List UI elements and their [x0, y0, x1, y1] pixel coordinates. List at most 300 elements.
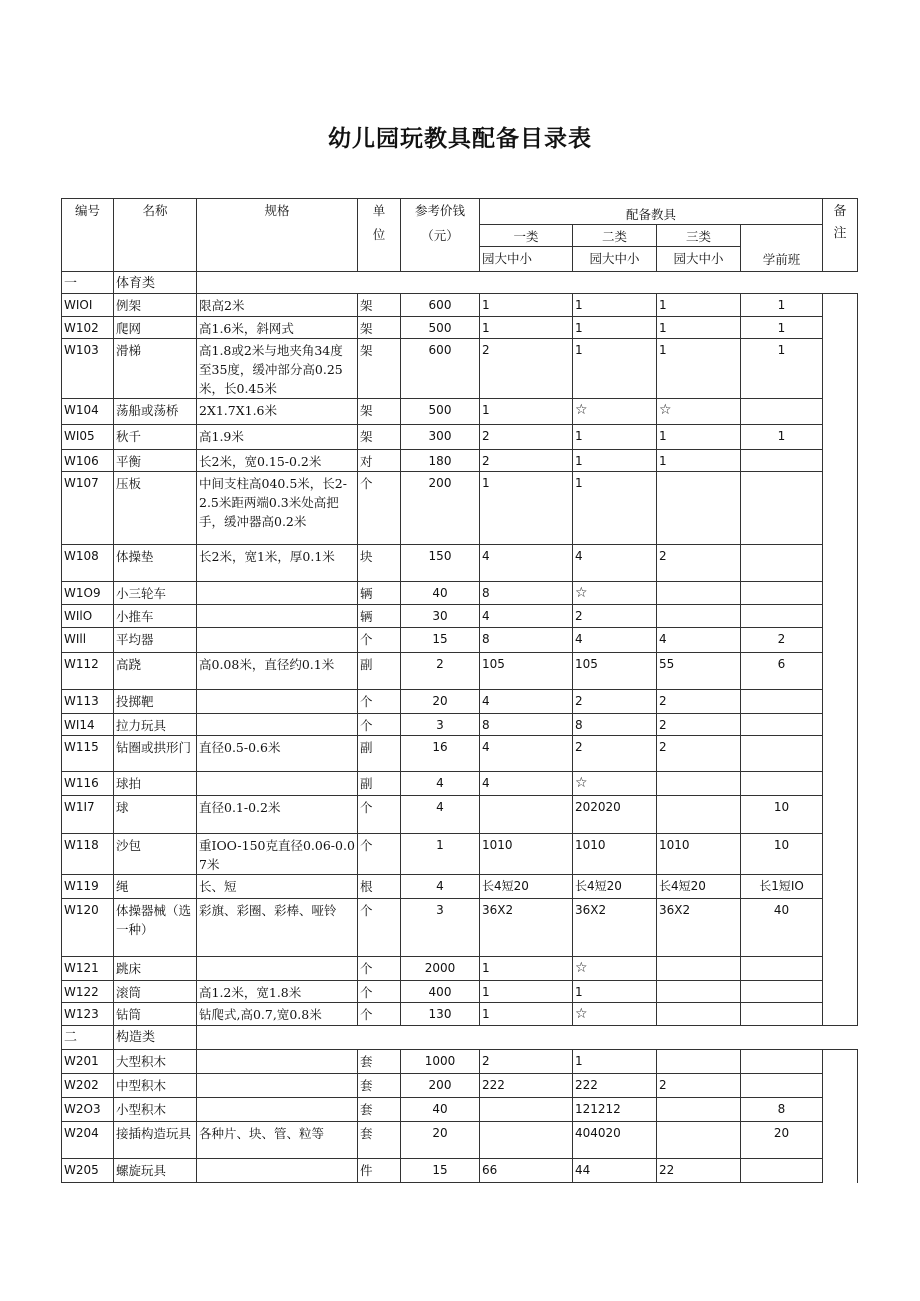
- cell-name: 球拍: [114, 772, 197, 796]
- cell-remark: [823, 653, 858, 690]
- cell-remark: [823, 772, 858, 796]
- cell-spec: 高1.6米，斜网式: [197, 317, 358, 339]
- cell-price: 15: [401, 1159, 480, 1183]
- cell-unit: 对: [358, 450, 401, 472]
- cell-spec: 彩旗、彩圈、彩棒、哑铃: [197, 899, 358, 957]
- cell-code: W102: [62, 317, 114, 339]
- cell-unit: 套: [358, 1050, 401, 1074]
- header-price-label: 参考价钱: [414, 203, 465, 218]
- cell-class2: 1: [573, 1050, 657, 1074]
- cell-remark: [823, 981, 858, 1003]
- cell-class2: 121212: [573, 1098, 657, 1122]
- cell-class1: 8: [480, 714, 573, 736]
- cell-name: 体操器械（选一种）: [114, 899, 197, 957]
- cell-preschool: 20: [741, 1122, 823, 1159]
- table-row: [62, 317, 858, 339]
- table-row: [62, 1074, 858, 1098]
- table-row: [62, 399, 858, 425]
- cell-class2: 8: [573, 714, 657, 736]
- cell-class2: 1: [573, 472, 657, 545]
- header-spec: 规格: [197, 199, 358, 272]
- cell-preschool: [741, 399, 823, 425]
- cell-name: 小三轮车: [114, 582, 197, 605]
- cell-name: 接插构造玩具: [114, 1122, 197, 1159]
- cell-class2: ☆: [573, 957, 657, 981]
- cell-code: W204: [62, 1122, 114, 1159]
- cell-price: 500: [401, 317, 480, 339]
- header-class1: 一类: [480, 225, 573, 247]
- cell-spec: 各种片、块、管、粒等: [197, 1122, 358, 1159]
- cell-preschool: [741, 450, 823, 472]
- cell-code: W104: [62, 399, 114, 425]
- table-row: [62, 582, 858, 605]
- cell-code: W2O3: [62, 1098, 114, 1122]
- cell-remark: [823, 875, 858, 899]
- cell-class1: 8: [480, 628, 573, 653]
- cell-spec: [197, 1050, 358, 1074]
- header-code: 编号: [62, 199, 114, 272]
- cell-class2: 36X2: [573, 899, 657, 957]
- cell-price: 4: [401, 875, 480, 899]
- cell-class3: 1010: [657, 834, 741, 875]
- cell-preschool: [741, 545, 823, 582]
- cell-name: 拉力玩具: [114, 714, 197, 736]
- cell-remark: [823, 899, 858, 957]
- cell-class1: [480, 796, 573, 834]
- cell-price: 16: [401, 736, 480, 772]
- cell-code: W106: [62, 450, 114, 472]
- header-price-unit: （元）: [421, 228, 459, 243]
- cell-unit: 套: [358, 1074, 401, 1098]
- cell-spec: 中间支柱高040.5米，长2-2.5米距两端0.3米处高把手，缓冲器高0.2米: [197, 472, 358, 545]
- cell-code: W1I7: [62, 796, 114, 834]
- cell-code: W116: [62, 772, 114, 796]
- cell-remark: [823, 582, 858, 605]
- cell-spec: 长、短: [197, 875, 358, 899]
- cell-class1: 1: [480, 399, 573, 425]
- cell-code: W122: [62, 981, 114, 1003]
- cell-class1: 1: [480, 957, 573, 981]
- cell-unit: 架: [358, 294, 401, 317]
- header-remark: 备注: [823, 199, 858, 272]
- cell-remark: [823, 1122, 858, 1159]
- cell-name: 爬网: [114, 317, 197, 339]
- cell-code: W113: [62, 690, 114, 714]
- cell-name: 平衡: [114, 450, 197, 472]
- table-row: [62, 1122, 858, 1159]
- cell-remark: [823, 957, 858, 981]
- cell-name: 例架: [114, 294, 197, 317]
- cell-class1: 222: [480, 1074, 573, 1098]
- cell-class3: [657, 1098, 741, 1122]
- header-price: [401, 199, 480, 272]
- cell-unit: 块: [358, 545, 401, 582]
- cell-unit: 副: [358, 772, 401, 796]
- cell-unit: 个: [358, 472, 401, 545]
- cell-spec: 限高2米: [197, 294, 358, 317]
- cell-code: W121: [62, 957, 114, 981]
- equipment-table: [61, 198, 858, 1183]
- table-row: [62, 834, 858, 875]
- cell-class1: 36X2: [480, 899, 573, 957]
- header-preschool: 学前班: [741, 225, 823, 272]
- cell-name: 绳: [114, 875, 197, 899]
- cell-spec: [197, 772, 358, 796]
- section-spacer: [197, 1026, 858, 1050]
- cell-class3: [657, 796, 741, 834]
- cell-class3: [657, 1050, 741, 1074]
- cell-remark: [823, 834, 858, 875]
- cell-class2: 长4短20: [573, 875, 657, 899]
- cell-code: WI05: [62, 425, 114, 450]
- cell-remark: [823, 628, 858, 653]
- cell-spec: 重IOO-150克直径0.06-0.07米: [197, 834, 358, 875]
- cell-name: 平均器: [114, 628, 197, 653]
- table-row: [62, 628, 858, 653]
- cell-spec: [197, 582, 358, 605]
- cell-class3: [657, 472, 741, 545]
- cell-preschool: 1: [741, 339, 823, 399]
- cell-unit: 个: [358, 796, 401, 834]
- cell-code: WIOI: [62, 294, 114, 317]
- section-name: 构造类: [114, 1026, 197, 1050]
- section-spacer: [197, 272, 858, 294]
- cell-unit: 个: [358, 899, 401, 957]
- cell-class2: 202020: [573, 796, 657, 834]
- cell-class1: 4: [480, 605, 573, 628]
- table-row: [62, 339, 858, 399]
- cell-class2: 1: [573, 450, 657, 472]
- cell-remark: [823, 1050, 858, 1074]
- cell-class1: [480, 1122, 573, 1159]
- cell-class1: 4: [480, 545, 573, 582]
- cell-spec: [197, 1159, 358, 1183]
- cell-class2: 4: [573, 628, 657, 653]
- table-row: [62, 605, 858, 628]
- cell-class2: 1: [573, 981, 657, 1003]
- cell-remark: [823, 450, 858, 472]
- table-row: [62, 714, 858, 736]
- cell-name: 大型积木: [114, 1050, 197, 1074]
- cell-remark: [823, 690, 858, 714]
- cell-name: 小推车: [114, 605, 197, 628]
- table-row: [62, 472, 858, 545]
- cell-class3: 2: [657, 1074, 741, 1098]
- cell-price: 400: [401, 981, 480, 1003]
- cell-class3: 2: [657, 714, 741, 736]
- cell-class3: [657, 605, 741, 628]
- cell-class1: 1: [480, 317, 573, 339]
- cell-name: 秋千: [114, 425, 197, 450]
- table-row: [62, 545, 858, 582]
- section-number: 二: [62, 1026, 114, 1050]
- cell-code: W107: [62, 472, 114, 545]
- cell-class1: 1: [480, 1003, 573, 1026]
- cell-preschool: [741, 690, 823, 714]
- cell-preschool: [741, 605, 823, 628]
- cell-spec: 高1.8或2米与地夹角34度至35度，缓冲部分高0.25米，长0.45米: [197, 339, 358, 399]
- table-row: [62, 1098, 858, 1122]
- cell-unit: 根: [358, 875, 401, 899]
- cell-preschool: [741, 981, 823, 1003]
- cell-class2: ☆: [573, 399, 657, 425]
- cell-class3: 长4短20: [657, 875, 741, 899]
- cell-spec: [197, 1098, 358, 1122]
- cell-class2: 222: [573, 1074, 657, 1098]
- cell-preschool: [741, 772, 823, 796]
- table-row: [62, 899, 858, 957]
- cell-price: 40: [401, 1098, 480, 1122]
- cell-class2: 404020: [573, 1122, 657, 1159]
- table-row: [62, 957, 858, 981]
- cell-code: WIlO: [62, 605, 114, 628]
- cell-class3: 2: [657, 690, 741, 714]
- cell-price: 600: [401, 294, 480, 317]
- table-row: [62, 653, 858, 690]
- cell-name: 跳床: [114, 957, 197, 981]
- cell-price: 1: [401, 834, 480, 875]
- cell-code: W119: [62, 875, 114, 899]
- cell-remark: [823, 1159, 858, 1183]
- cell-class3: 1: [657, 450, 741, 472]
- cell-spec: 直径0.1-0.2米: [197, 796, 358, 834]
- table-row: [62, 875, 858, 899]
- cell-unit: 个: [358, 981, 401, 1003]
- table-row: [62, 294, 858, 317]
- cell-class3: 2: [657, 545, 741, 582]
- cell-class3: 1: [657, 317, 741, 339]
- cell-spec: 2X1.7X1.6米: [197, 399, 358, 425]
- cell-remark: [823, 399, 858, 425]
- table-row: [62, 981, 858, 1003]
- cell-price: 1000: [401, 1050, 480, 1074]
- cell-spec: 直径0.5-0.6米: [197, 736, 358, 772]
- section-row: [62, 272, 858, 294]
- cell-class1: 4: [480, 772, 573, 796]
- cell-class3: 36X2: [657, 899, 741, 957]
- cell-spec: 长2米，宽0.15-0.2米: [197, 450, 358, 472]
- cell-code: W112: [62, 653, 114, 690]
- cell-class3: 2: [657, 736, 741, 772]
- cell-code: W1O9: [62, 582, 114, 605]
- cell-unit: 架: [358, 317, 401, 339]
- header-sizes-1: 园大中小: [480, 247, 573, 272]
- cell-remark: [823, 605, 858, 628]
- cell-remark: [823, 339, 858, 399]
- cell-class1: 1: [480, 294, 573, 317]
- cell-class3: [657, 957, 741, 981]
- cell-preschool: 1: [741, 317, 823, 339]
- cell-code: W103: [62, 339, 114, 399]
- table-row: [62, 1050, 858, 1074]
- cell-name: 球: [114, 796, 197, 834]
- cell-preschool: [741, 1050, 823, 1074]
- cell-class3: 22: [657, 1159, 741, 1183]
- cell-preschool: [741, 957, 823, 981]
- cell-remark: [823, 545, 858, 582]
- cell-name: 滚筒: [114, 981, 197, 1003]
- header-name: 名称: [114, 199, 197, 272]
- cell-remark: [823, 1074, 858, 1098]
- cell-spec: [197, 714, 358, 736]
- cell-class3: ☆: [657, 399, 741, 425]
- cell-class1: 4: [480, 690, 573, 714]
- cell-price: 300: [401, 425, 480, 450]
- section-name: 体育类: [114, 272, 197, 294]
- cell-preschool: [741, 1159, 823, 1183]
- cell-name: 螺旋玩具: [114, 1159, 197, 1183]
- cell-class2: 4: [573, 545, 657, 582]
- cell-class1: 1: [480, 472, 573, 545]
- cell-spec: [197, 605, 358, 628]
- page-title: 幼儿园玩教具配备目录表: [328, 126, 592, 152]
- cell-remark: [823, 425, 858, 450]
- table-row: [62, 1003, 858, 1026]
- cell-unit: 个: [358, 628, 401, 653]
- header-sizes-2: 园大中小: [573, 247, 657, 272]
- cell-spec: 长2米，宽1米，厚0.1米: [197, 545, 358, 582]
- cell-spec: 钻爬式,高0.7,宽0.8米: [197, 1003, 358, 1026]
- cell-name: 投掷靶: [114, 690, 197, 714]
- cell-class3: 4: [657, 628, 741, 653]
- cell-price: 4: [401, 796, 480, 834]
- cell-price: 500: [401, 399, 480, 425]
- cell-class3: [657, 1122, 741, 1159]
- cell-preschool: 2: [741, 628, 823, 653]
- cell-class3: [657, 582, 741, 605]
- cell-unit: 个: [358, 690, 401, 714]
- cell-price: 40: [401, 582, 480, 605]
- cell-spec: 高0.08米，直径约0.1米: [197, 653, 358, 690]
- cell-class3: 55: [657, 653, 741, 690]
- cell-preschool: 10: [741, 796, 823, 834]
- cell-class2: 2: [573, 690, 657, 714]
- cell-price: 2: [401, 653, 480, 690]
- cell-remark: [823, 294, 858, 317]
- cell-preschool: [741, 736, 823, 772]
- cell-name: 钻圈或拱形门: [114, 736, 197, 772]
- cell-preschool: [741, 582, 823, 605]
- cell-unit: 个: [358, 957, 401, 981]
- cell-class2: ☆: [573, 772, 657, 796]
- cell-code: W120: [62, 899, 114, 957]
- cell-preschool: 10: [741, 834, 823, 875]
- cell-name: 高跷: [114, 653, 197, 690]
- cell-unit: 架: [358, 339, 401, 399]
- cell-class3: [657, 772, 741, 796]
- header-unit: 单位: [358, 199, 401, 272]
- cell-unit: 个: [358, 1003, 401, 1026]
- cell-name: 体操垫: [114, 545, 197, 582]
- cell-class1: 4: [480, 736, 573, 772]
- cell-preschool: 8: [741, 1098, 823, 1122]
- cell-name: 中型积木: [114, 1074, 197, 1098]
- table-row: [62, 690, 858, 714]
- cell-class1: 2: [480, 425, 573, 450]
- header-sizes-3: 园大中小: [657, 247, 741, 272]
- cell-unit: 架: [358, 425, 401, 450]
- cell-remark: [823, 317, 858, 339]
- cell-code: W205: [62, 1159, 114, 1183]
- cell-class2: 105: [573, 653, 657, 690]
- cell-code: WIll: [62, 628, 114, 653]
- cell-class1: 1010: [480, 834, 573, 875]
- cell-class1: 2: [480, 339, 573, 399]
- cell-class2: 44: [573, 1159, 657, 1183]
- cell-preschool: [741, 1074, 823, 1098]
- cell-class1: [480, 1098, 573, 1122]
- header-class2: 二类: [573, 225, 657, 247]
- cell-price: 2000: [401, 957, 480, 981]
- cell-spec: [197, 628, 358, 653]
- cell-unit: 辆: [358, 582, 401, 605]
- cell-class1: 长4短20: [480, 875, 573, 899]
- cell-class3: [657, 981, 741, 1003]
- cell-remark: [823, 796, 858, 834]
- table-row: [62, 1159, 858, 1183]
- cell-preschool: [741, 714, 823, 736]
- cell-code: W123: [62, 1003, 114, 1026]
- cell-unit: 架: [358, 399, 401, 425]
- cell-price: 20: [401, 690, 480, 714]
- cell-spec: [197, 690, 358, 714]
- cell-code: WI14: [62, 714, 114, 736]
- cell-price: 15: [401, 628, 480, 653]
- cell-preschool: 1: [741, 425, 823, 450]
- cell-spec: 高1.9米: [197, 425, 358, 450]
- cell-price: 200: [401, 1074, 480, 1098]
- cell-name: 沙包: [114, 834, 197, 875]
- cell-class2: 1: [573, 294, 657, 317]
- cell-spec: 高1.2米，宽1.8米: [197, 981, 358, 1003]
- cell-unit: 个: [358, 714, 401, 736]
- cell-class1: 105: [480, 653, 573, 690]
- cell-class3: 1: [657, 339, 741, 399]
- cell-code: W115: [62, 736, 114, 772]
- cell-price: 3: [401, 899, 480, 957]
- cell-price: 3: [401, 714, 480, 736]
- cell-unit: 辆: [358, 605, 401, 628]
- cell-name: 压板: [114, 472, 197, 545]
- cell-spec: [197, 1074, 358, 1098]
- cell-class3: 1: [657, 425, 741, 450]
- cell-spec: [197, 957, 358, 981]
- cell-class1: 2: [480, 1050, 573, 1074]
- cell-price: 20: [401, 1122, 480, 1159]
- cell-code: W108: [62, 545, 114, 582]
- cell-class2: 2: [573, 605, 657, 628]
- cell-unit: 套: [358, 1122, 401, 1159]
- cell-class1: 8: [480, 582, 573, 605]
- cell-preschool: 长1短IO: [741, 875, 823, 899]
- table-row: [62, 450, 858, 472]
- cell-name: 荡船或荡桥: [114, 399, 197, 425]
- cell-code: W201: [62, 1050, 114, 1074]
- cell-class1: 66: [480, 1159, 573, 1183]
- cell-remark: [823, 736, 858, 772]
- cell-unit: 副: [358, 736, 401, 772]
- cell-class3: [657, 1003, 741, 1026]
- cell-class2: 1010: [573, 834, 657, 875]
- cell-price: 30: [401, 605, 480, 628]
- cell-class1: 2: [480, 450, 573, 472]
- cell-class2: ☆: [573, 582, 657, 605]
- cell-name: 钻筒: [114, 1003, 197, 1026]
- cell-class2: 1: [573, 425, 657, 450]
- header-class3: 三类: [657, 225, 741, 247]
- cell-preschool: 6: [741, 653, 823, 690]
- cell-code: W118: [62, 834, 114, 875]
